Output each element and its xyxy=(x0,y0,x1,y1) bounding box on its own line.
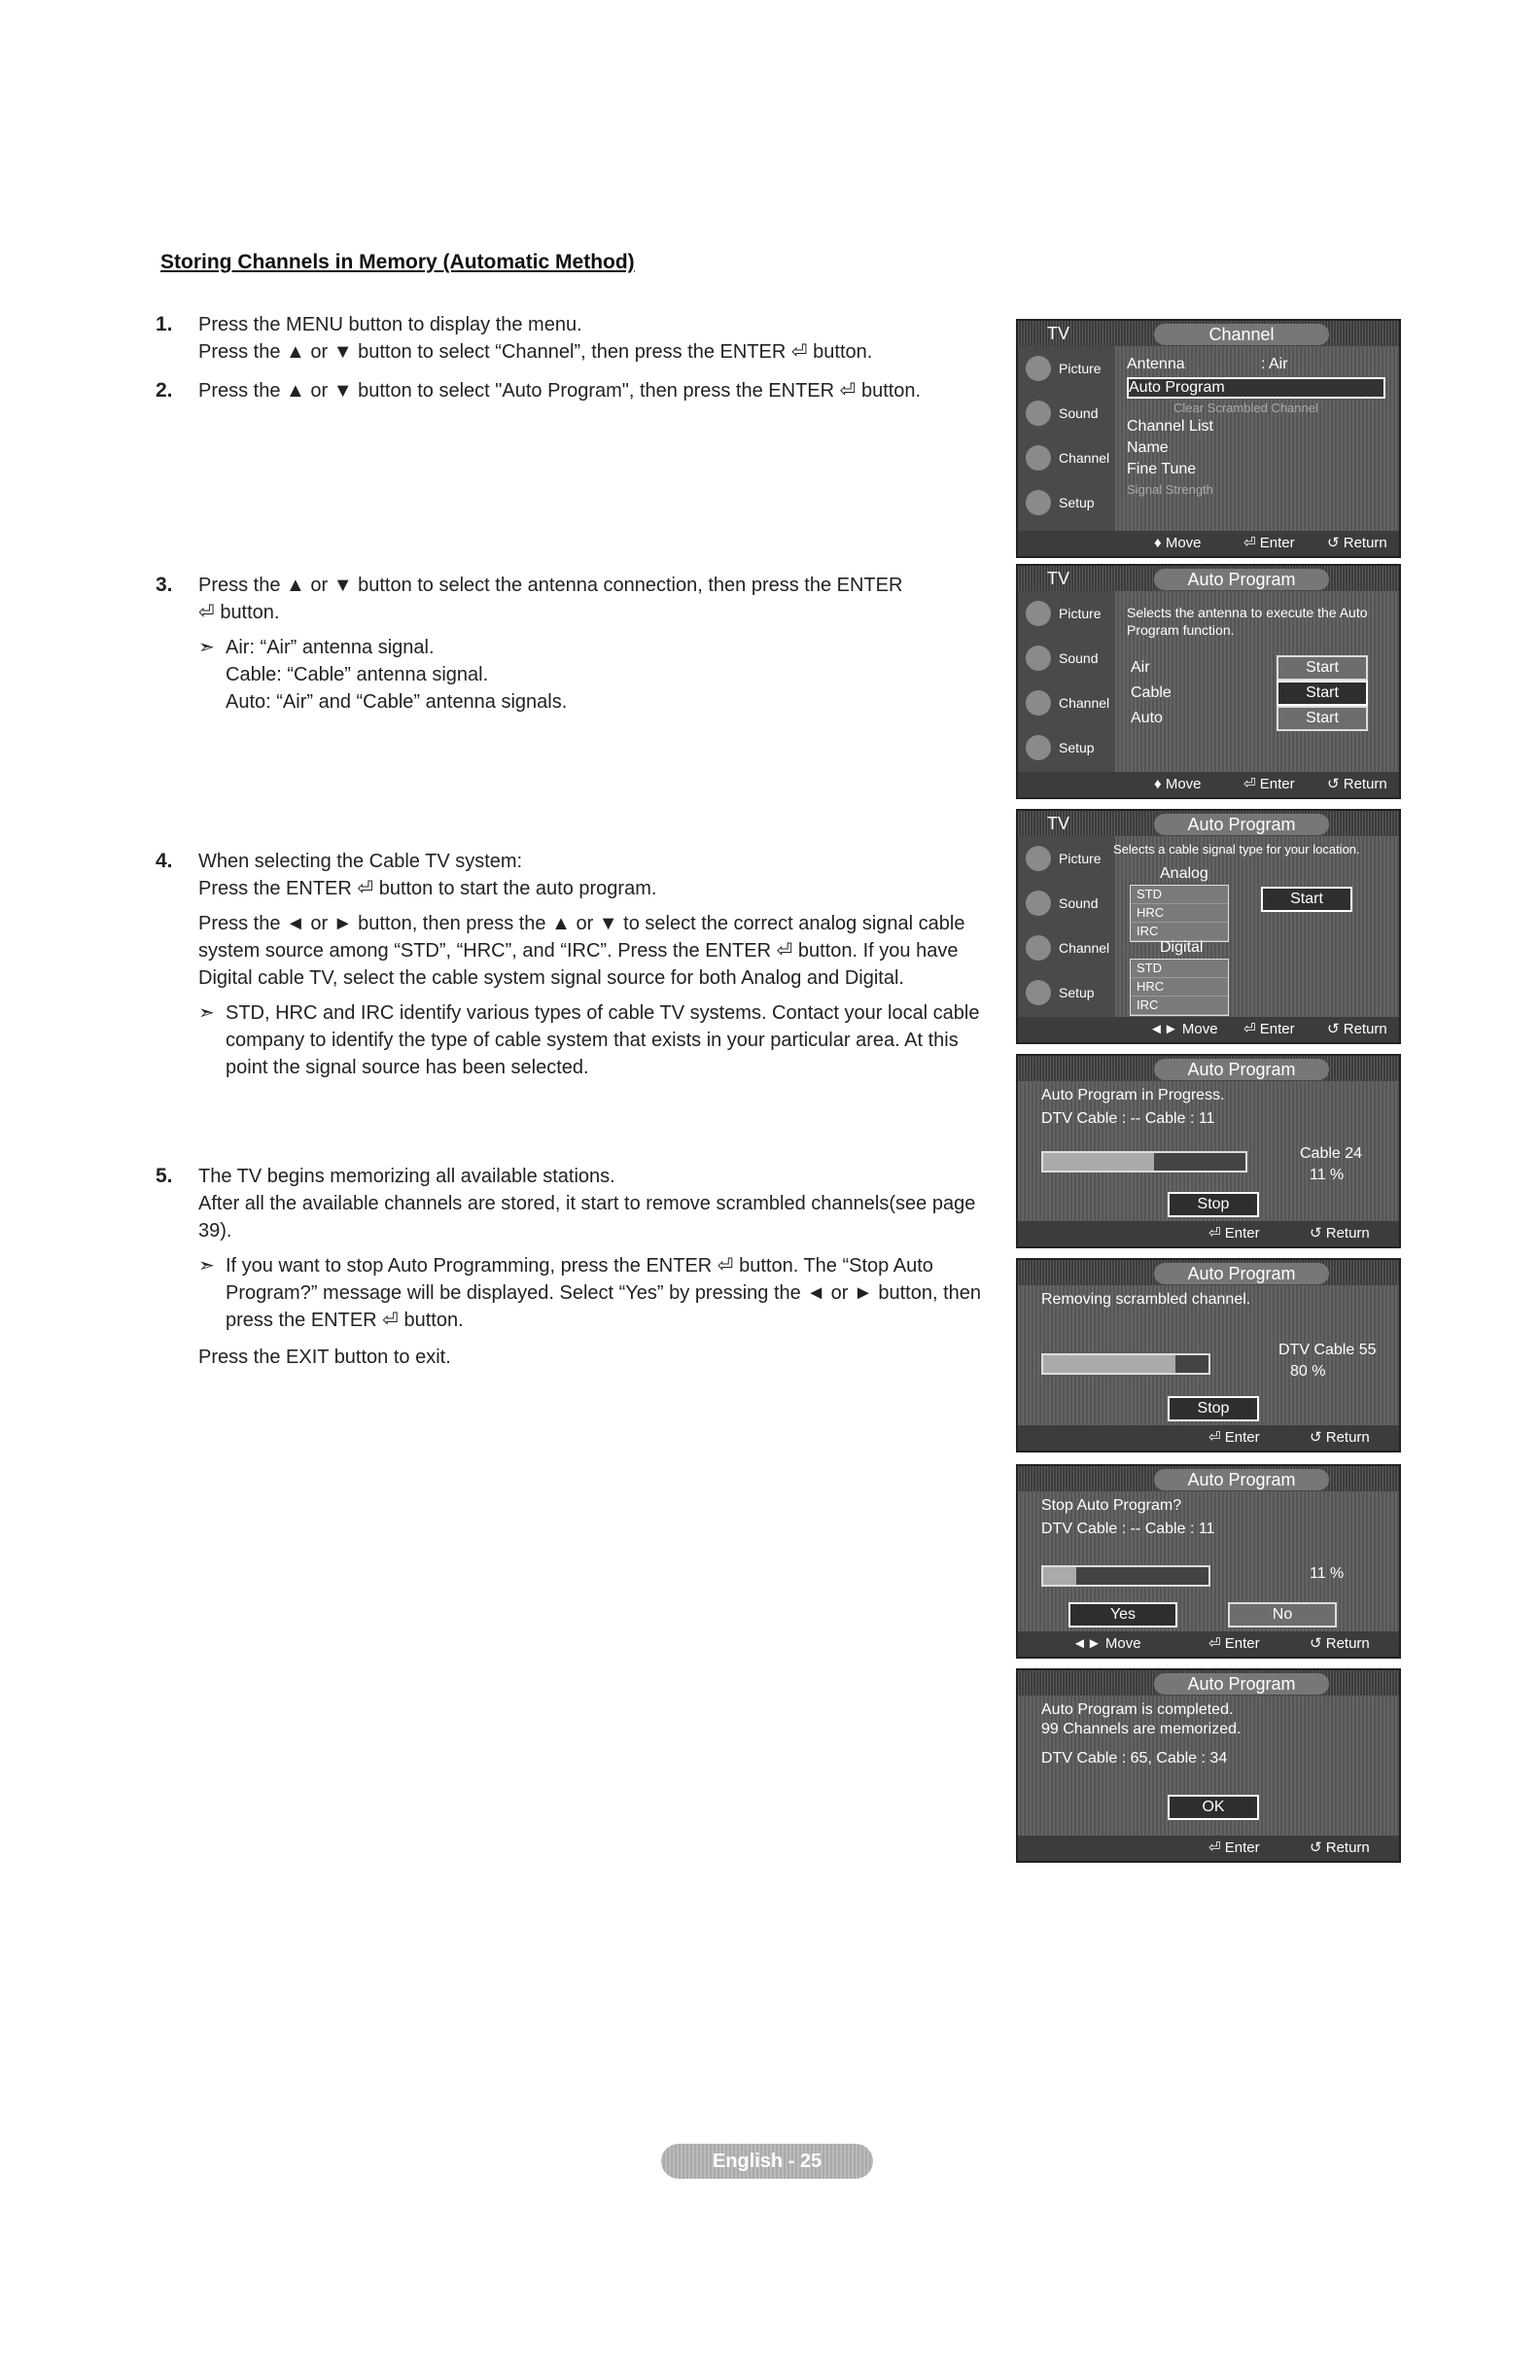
note: ➣ If you want to stop Auto Programming, press the ENTER ⏎ button. The “Stop Auto Program?” message will be displayed. Select “Yes” by pressing the ◄ or ► button, then press the ENTER ⏎ button. xyxy=(198,1252,1001,1334)
menu-item-fine-tune[interactable]: Fine Tune xyxy=(1127,461,1197,477)
osd-sidebar: Picture Sound Channel Setup xyxy=(1018,836,1115,1017)
osd-cable-signal-type: TV Auto Program Picture Sound Channel Setup Selects a cable signal type for your location. Analog STD HRC IRC Digital STD HRC IRC Start ◄► Move ⏎ Enter ↺ Return xyxy=(1016,809,1401,1044)
osd-status: Auto Program is completed. xyxy=(1041,1701,1234,1718)
progress-percent: 80 % xyxy=(1290,1363,1326,1380)
digital-irc[interactable]: IRC xyxy=(1131,997,1228,1015)
osd-description: Program function. xyxy=(1127,622,1235,638)
osd-status: Stop Auto Program? xyxy=(1041,1497,1182,1514)
analog-hrc[interactable]: HRC xyxy=(1131,904,1228,923)
note-arrow-icon: ➣ xyxy=(198,1002,215,1024)
step-number: 5. xyxy=(156,1165,173,1187)
step-number: 1. xyxy=(156,313,173,335)
start-button-cable[interactable]: Start xyxy=(1277,681,1368,706)
start-button[interactable]: Start xyxy=(1261,887,1352,912)
menu-item-auto-program[interactable]: Auto Program xyxy=(1127,377,1385,399)
analog-label: Analog xyxy=(1160,865,1208,882)
step-2 xyxy=(156,377,1011,404)
analog-std[interactable]: STD xyxy=(1131,886,1228,904)
option-air[interactable]: Air xyxy=(1131,659,1150,676)
osd-title: Auto Program xyxy=(1154,1263,1329,1284)
yes-button[interactable]: Yes xyxy=(1068,1602,1177,1628)
analog-list[interactable] xyxy=(1130,885,1229,942)
step-text: When selecting the Cable TV system: xyxy=(198,851,523,872)
progress-bar xyxy=(1041,1353,1210,1375)
step-number: 4. xyxy=(156,850,173,872)
osd-side-setup: Setup xyxy=(1018,480,1115,525)
start-button-air[interactable]: Start xyxy=(1277,655,1368,681)
osd-title: Auto Program xyxy=(1154,814,1329,835)
page-title: Storing Channels in Memory (Automatic Method) xyxy=(160,251,635,273)
step-number: 2. xyxy=(156,379,173,402)
step-text: Press the EXIT button to exit. xyxy=(198,1347,451,1368)
osd-description: Selects a cable signal type for your location. xyxy=(1113,842,1360,857)
progress-bar xyxy=(1041,1151,1247,1172)
menu-item-clear-scrambled[interactable]: Clear Scrambled Channel xyxy=(1173,401,1318,415)
step-4 xyxy=(156,848,1001,1091)
note: ➣ STD, HRC and IRC identify various types of cable TV systems. Contact your local cable company to identify the type of cable system that exists in your particular area. At this point the signal source has been selected. xyxy=(198,999,1001,1081)
osd-channel-menu xyxy=(1016,319,1401,558)
step-number: 3. xyxy=(156,574,173,596)
osd-removing-scrambled: Auto Program Removing scrambled channel. DTV Cable 55 80 % Stop ⏎ Enter ↺ Return xyxy=(1016,1258,1401,1452)
step-1 xyxy=(156,311,1011,366)
move-hint: ♦ Move xyxy=(1154,535,1202,551)
menu-item-name[interactable]: Name xyxy=(1127,439,1169,456)
osd-title: Auto Program xyxy=(1154,569,1329,590)
step-text: Press the ENTER ⏎ button to start the auto program. xyxy=(198,878,657,899)
osd-status: Removing scrambled channel. xyxy=(1041,1291,1251,1308)
osd-channel-counts: DTV Cable : 65, Cable : 34 xyxy=(1041,1750,1228,1767)
return-hint: ↺ Return xyxy=(1327,535,1387,551)
progress-bar xyxy=(1041,1565,1210,1587)
stop-button[interactable]: Stop xyxy=(1168,1192,1259,1217)
step-text: Press the ◄ or ► button, then press the ▲ or ▼ to select the correct analog signal cable system source among “STD”, “HRC”, and “IRC”. Press the ENTER ⏎ button. If you have Digital cable TV, select the cable system signal source for both Analog and Digital. xyxy=(198,913,965,989)
osd-status: 99 Channels are memorized. xyxy=(1041,1721,1242,1737)
osd-channel-counts: DTV Cable : -- Cable : 11 xyxy=(1041,1521,1215,1537)
progress-percent: 11 % xyxy=(1310,1565,1345,1582)
stop-button[interactable]: Stop xyxy=(1168,1396,1259,1421)
osd-description: Selects the antenna to execute the Auto xyxy=(1127,605,1368,620)
ok-button[interactable]: OK xyxy=(1168,1795,1259,1820)
digital-hrc[interactable]: HRC xyxy=(1131,978,1228,997)
osd-side-sound: Sound xyxy=(1018,391,1115,436)
step-text: Press the ▲ or ▼ button to select "Auto Program", then press the ENTER ⏎ button. xyxy=(198,380,922,402)
osd-title: Auto Program xyxy=(1154,1059,1329,1080)
page-number: English - 25 xyxy=(661,2144,873,2179)
osd-stop-confirm: Auto Program Stop Auto Program? DTV Cable : -- Cable : 11 11 % Yes No ◄► Move ⏎ Enter ↺ Return xyxy=(1016,1464,1401,1659)
digital-std[interactable]: STD xyxy=(1131,960,1228,978)
osd-side-channel: Channel xyxy=(1018,436,1115,480)
antenna-value: : Air xyxy=(1261,356,1288,372)
osd-antenna-select: TV Auto Program Picture Sound Channel Setup Selects the antenna to execute the Auto Program function. Air Cable Auto Start Start Start ♦ Move ⏎ Enter ↺ Return xyxy=(1016,564,1401,799)
osd-channel-counts: DTV Cable : -- Cable : 11 xyxy=(1041,1110,1215,1127)
menu-item-signal-strength[interactable]: Signal Strength xyxy=(1127,482,1213,497)
osd-auto-program-progress: Auto Program Auto Program in Progress. DTV Cable : -- Cable : 11 Cable 24 11 % Stop ⏎ Enter ↺ Return xyxy=(1016,1054,1401,1248)
step-3 xyxy=(156,572,914,725)
menu-item-antenna[interactable]: Antenna xyxy=(1127,356,1185,372)
note-arrow-icon: ➣ xyxy=(198,1255,215,1277)
option-cable[interactable]: Cable xyxy=(1131,684,1172,701)
note-arrow-icon: ➣ xyxy=(198,637,215,658)
osd-status: Auto Program in Progress. xyxy=(1041,1087,1225,1103)
step-text: After all the available channels are stored, it start to remove scrambled channels(see page 39). xyxy=(198,1193,976,1242)
enter-hint: ⏎ Enter xyxy=(1243,535,1295,551)
osd-title: Channel xyxy=(1154,324,1329,345)
start-button-auto[interactable]: Start xyxy=(1277,706,1368,731)
osd-sidebar: Picture Sound Channel Setup xyxy=(1018,591,1115,772)
step-text: Press the ▲ or ▼ button to select “Channel”, then press the ENTER ⏎ button. xyxy=(198,341,873,363)
step-text: The TV begins memorizing all available stations. xyxy=(198,1166,615,1187)
osd-tv-label: TV xyxy=(1047,324,1070,343)
osd-title: Auto Program xyxy=(1154,1673,1329,1695)
dtv-cable-count: DTV Cable 55 xyxy=(1278,1342,1377,1358)
cable-count: Cable 24 xyxy=(1300,1145,1363,1162)
osd-title: Auto Program xyxy=(1154,1469,1329,1490)
progress-percent: 11 % xyxy=(1310,1167,1345,1183)
step-5 xyxy=(156,1163,1001,1371)
osd-side-picture: Picture xyxy=(1018,346,1115,391)
option-auto[interactable]: Auto xyxy=(1131,710,1163,726)
digital-label: Digital xyxy=(1160,939,1204,956)
osd-auto-program-complete: Auto Program Auto Program is completed. 99 Channels are memorized. DTV Cable : 65, Cable : 34 OK ⏎ Enter ↺ Return xyxy=(1016,1668,1401,1863)
digital-list[interactable] xyxy=(1130,959,1229,1016)
no-button[interactable]: No xyxy=(1228,1602,1337,1628)
step-text: Press the ▲ or ▼ button to select the antenna connection, then press the ENTER ⏎ button. xyxy=(198,575,903,623)
note: ➣ Air: “Air” antenna signal. Cable: “Cable” antenna signal. Auto: “Air” and “Cable” antenna signals. xyxy=(198,634,914,716)
osd-sidebar xyxy=(1018,346,1115,531)
analog-irc[interactable]: IRC xyxy=(1131,923,1228,941)
menu-item-channel-list[interactable]: Channel List xyxy=(1127,418,1213,435)
step-text: Press the MENU button to display the menu. xyxy=(198,314,582,335)
